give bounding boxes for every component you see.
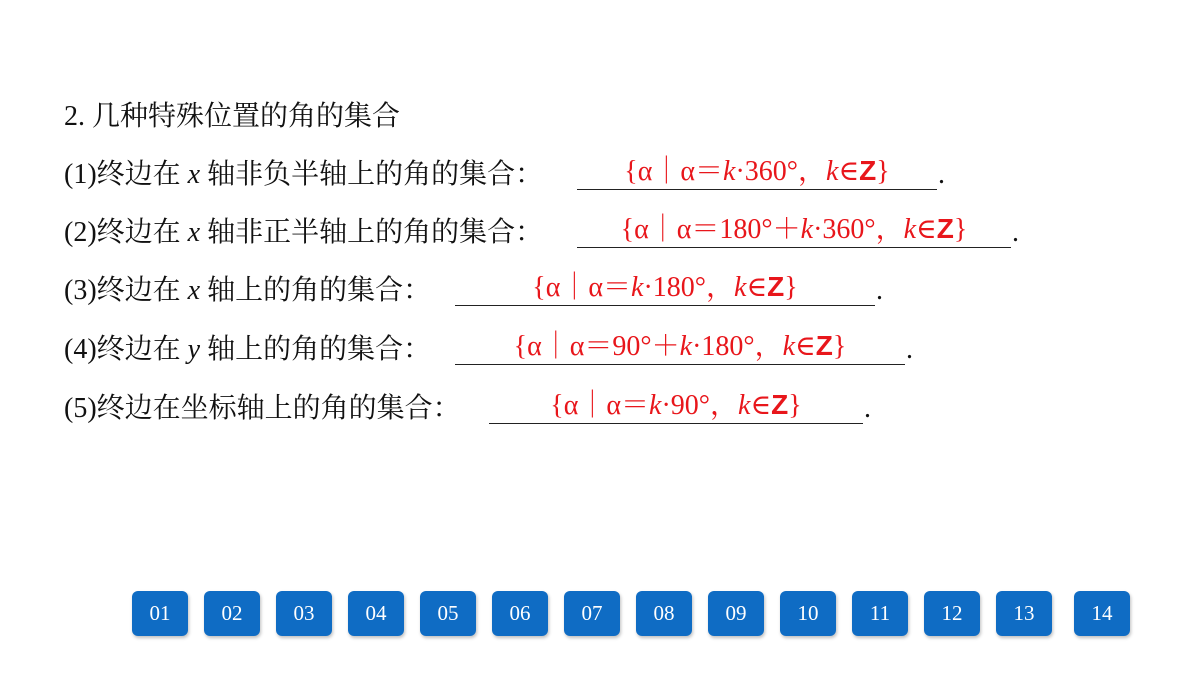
answer-text-2: {α｜α＝180°＋k·360°，k∈Z} xyxy=(620,213,968,245)
question-row-4 xyxy=(64,330,934,370)
answer-blank-5 xyxy=(489,389,863,424)
nav-button-06[interactable]: 06 xyxy=(492,591,548,636)
answer-text-3: {α｜α＝k·180°，k∈Z} xyxy=(532,271,798,303)
question-label-5: (5)终边在坐标轴上的角的集合： xyxy=(64,393,461,424)
period-3: . xyxy=(876,275,883,306)
section-heading: 2. 几种特殊位置的角的集合 xyxy=(64,101,401,132)
nav-button-02[interactable]: 02 xyxy=(204,591,260,636)
nav-button-13[interactable]: 13 xyxy=(996,591,1052,636)
question-row-5 xyxy=(64,389,884,429)
answer-text-5: {α｜α＝k·90°，k∈Z} xyxy=(550,389,802,421)
period-1: . xyxy=(938,159,945,190)
nav-button-12[interactable]: 12 xyxy=(924,591,980,636)
nav-button-14[interactable]: 14 xyxy=(1074,591,1130,636)
nav-button-09[interactable]: 09 xyxy=(708,591,764,636)
nav-button-10[interactable]: 10 xyxy=(780,591,836,636)
nav-button-04[interactable]: 04 xyxy=(348,591,404,636)
answer-text-4: {α｜α＝90°＋k·180°，k∈Z} xyxy=(513,330,847,362)
question-row-2 xyxy=(64,213,1044,253)
answer-blank-2 xyxy=(577,213,1011,248)
nav-button-01[interactable]: 01 xyxy=(132,591,188,636)
answer-blank-3 xyxy=(455,271,875,306)
question-label-1: (1)终边在 x 轴非负半轴上的角的集合： xyxy=(64,159,544,190)
period-4: . xyxy=(906,334,913,365)
nav-button-05[interactable]: 05 xyxy=(420,591,476,636)
nav-button-11[interactable]: 11 xyxy=(852,591,908,636)
nav-button-08[interactable]: 08 xyxy=(636,591,692,636)
question-label-2: (2)终边在 x 轴非正半轴上的角的集合： xyxy=(64,217,544,248)
nav-button-03[interactable]: 03 xyxy=(276,591,332,636)
period-2: . xyxy=(1012,217,1019,248)
answer-text-1: {α｜α＝k·360°，k∈Z} xyxy=(624,155,890,187)
question-row-3 xyxy=(64,271,904,311)
question-label-4: (4)终边在 y 轴上的角的集合： xyxy=(64,334,432,365)
answer-blank-1 xyxy=(577,155,937,190)
question-row-1 xyxy=(64,155,964,195)
question-label-3: (3)终边在 x 轴上的角的集合： xyxy=(64,275,432,306)
nav-button-07[interactable]: 07 xyxy=(564,591,620,636)
answer-blank-4 xyxy=(455,330,905,365)
period-5: . xyxy=(864,393,871,424)
